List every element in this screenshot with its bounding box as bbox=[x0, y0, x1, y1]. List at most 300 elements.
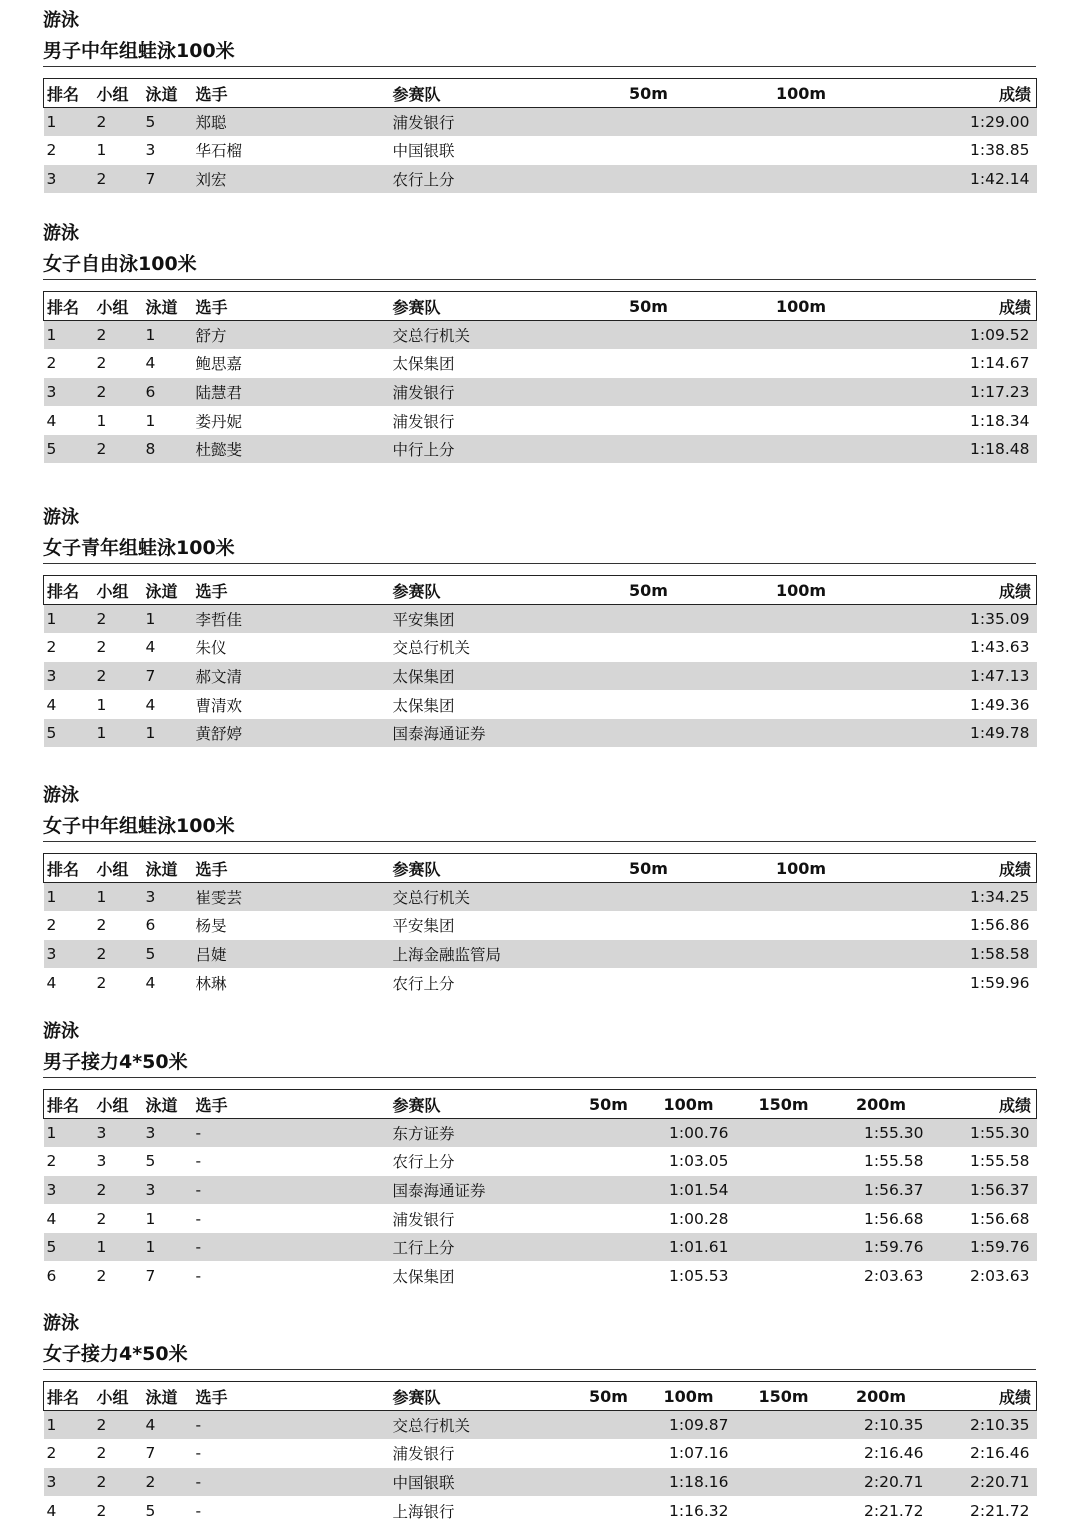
cell-split-50m bbox=[575, 1204, 640, 1233]
sport-title: 游泳 bbox=[43, 10, 79, 31]
sport-title: 游泳 bbox=[43, 1313, 79, 1334]
cell-split-100m bbox=[720, 321, 880, 350]
cell-team: 农行上分 bbox=[392, 1153, 455, 1172]
cell-team: 浦发银行 bbox=[392, 1445, 455, 1464]
column-header-lane: 泳道 bbox=[143, 1090, 193, 1119]
cell-rank: 5 bbox=[44, 1233, 94, 1262]
section-divider bbox=[43, 1077, 1036, 1078]
cell-lane: 1 bbox=[143, 605, 193, 634]
section-divider bbox=[43, 841, 1036, 842]
cell-group: 1 bbox=[96, 411, 107, 430]
cell-split-50m bbox=[575, 605, 720, 634]
cell-rank: 3 bbox=[44, 165, 94, 194]
cell-team: 农行上分 bbox=[392, 974, 455, 993]
cell-result: 1:56.37 bbox=[930, 1176, 1037, 1205]
table-row bbox=[44, 435, 1037, 464]
table-row bbox=[44, 378, 1037, 407]
cell-result: 2:10.35 bbox=[930, 1411, 1037, 1440]
cell-lane: 1 bbox=[145, 411, 156, 430]
cell-team: 浦发银行 bbox=[390, 378, 575, 407]
cell-lane: 7 bbox=[143, 165, 193, 194]
cell-rank: 1 bbox=[44, 1119, 94, 1148]
cell-athlete: 杨旻 bbox=[195, 917, 227, 936]
table-row bbox=[44, 349, 1037, 378]
column-header-team: 参赛队 bbox=[390, 1382, 575, 1411]
cell-rank: 2 bbox=[46, 354, 57, 373]
cell-team: 国泰海通证券 bbox=[390, 719, 575, 748]
cell-result: 1:56.86 bbox=[970, 916, 1030, 935]
cell-split-150m bbox=[735, 1147, 830, 1176]
table-row bbox=[44, 321, 1037, 350]
column-header-rank: 排名 bbox=[44, 79, 94, 108]
cell-lane: 2 bbox=[143, 1468, 193, 1497]
cell-team: 上海金融监管局 bbox=[390, 940, 575, 969]
cell-rank: 3 bbox=[44, 940, 94, 969]
cell-lane: 3 bbox=[143, 1119, 193, 1148]
table-row bbox=[44, 605, 1037, 634]
column-header-group: 小组 bbox=[94, 854, 143, 883]
cell-athlete: 鲍思嘉 bbox=[195, 355, 243, 374]
cell-rank: 5 bbox=[44, 719, 94, 748]
cell-split-100m bbox=[720, 690, 880, 719]
cell-group: 3 bbox=[96, 1152, 107, 1171]
cell-split-50m bbox=[575, 378, 720, 407]
cell-athlete: 李哲佳 bbox=[193, 605, 390, 634]
results-table bbox=[43, 575, 1037, 747]
cell-split-100m: 1:01.54 bbox=[640, 1176, 735, 1205]
cell-team: 浦发银行 bbox=[392, 1210, 455, 1229]
cell-split-200m: 1:56.37 bbox=[830, 1176, 930, 1205]
column-header-split-50m: 50m bbox=[575, 854, 720, 883]
table-row bbox=[44, 690, 1037, 719]
cell-split-50m bbox=[575, 321, 720, 350]
column-header-result: 成绩 bbox=[930, 1382, 1037, 1411]
cell-rank: 2 bbox=[46, 1444, 57, 1463]
cell-team: 交总行机关 bbox=[390, 1411, 575, 1440]
section-divider bbox=[43, 66, 1036, 67]
column-header-split-100m: 100m bbox=[640, 1090, 735, 1119]
cell-rank: 4 bbox=[46, 695, 57, 714]
cell-rank: 1 bbox=[44, 1411, 94, 1440]
table-row bbox=[44, 1147, 1037, 1176]
cell-result: 1:55.58 bbox=[970, 1152, 1030, 1171]
result-section bbox=[43, 1313, 1036, 1525]
section-divider bbox=[43, 279, 1036, 280]
column-header-split-100m: 100m bbox=[720, 292, 880, 321]
column-header-split-150m: 150m bbox=[735, 1382, 830, 1411]
results-table bbox=[43, 78, 1037, 193]
results-table bbox=[43, 853, 1037, 997]
sport-title: 游泳 bbox=[43, 507, 79, 528]
cell-athlete: - bbox=[193, 1233, 390, 1262]
cell-athlete: - bbox=[193, 1176, 390, 1205]
cell-lane: 3 bbox=[143, 883, 193, 912]
table-row bbox=[44, 1439, 1037, 1468]
column-header-split-50m: 50m bbox=[575, 1382, 640, 1411]
cell-rank: 3 bbox=[44, 1468, 94, 1497]
column-header-result: 成绩 bbox=[880, 79, 1037, 108]
cell-result: 2:03.63 bbox=[970, 1266, 1030, 1285]
cell-split-150m bbox=[735, 1176, 830, 1205]
cell-split-50m bbox=[575, 349, 720, 378]
event-title: 男子中年组蛙泳100米 bbox=[43, 40, 235, 62]
results-table bbox=[43, 291, 1037, 463]
results-table bbox=[43, 1381, 1037, 1525]
cell-team: 中国银联 bbox=[392, 142, 455, 161]
cell-athlete: 刘宏 bbox=[193, 165, 390, 194]
cell-result: 1:29.00 bbox=[880, 108, 1037, 137]
cell-result: 1:56.68 bbox=[970, 1209, 1030, 1228]
cell-lane: 1 bbox=[143, 719, 193, 748]
cell-group: 2 bbox=[94, 1176, 143, 1205]
cell-group: 2 bbox=[94, 1411, 143, 1440]
cell-team: 交总行机关 bbox=[390, 321, 575, 350]
cell-split-100m bbox=[720, 968, 880, 997]
cell-team: 东方证券 bbox=[390, 1119, 575, 1148]
cell-split-100m: 1:05.53 bbox=[669, 1266, 729, 1285]
cell-rank: 1 bbox=[44, 605, 94, 634]
result-section bbox=[43, 785, 1036, 997]
cell-team: 太保集团 bbox=[392, 1267, 455, 1286]
cell-split-150m bbox=[735, 1411, 830, 1440]
cell-athlete: 黄舒婷 bbox=[193, 719, 390, 748]
cell-lane: 1 bbox=[143, 321, 193, 350]
cell-group: 2 bbox=[94, 321, 143, 350]
cell-split-50m bbox=[575, 662, 720, 691]
cell-split-200m: 1:56.68 bbox=[864, 1209, 924, 1228]
cell-lane: 6 bbox=[143, 378, 193, 407]
cell-team: 国泰海通证券 bbox=[390, 1176, 575, 1205]
column-header-split-100m: 100m bbox=[720, 576, 880, 605]
cell-split-50m bbox=[575, 406, 720, 435]
cell-lane: 1 bbox=[145, 1209, 156, 1228]
column-header-split-200m: 200m bbox=[830, 1382, 930, 1411]
cell-rank: 2 bbox=[46, 141, 57, 160]
table-header-row bbox=[44, 1382, 1037, 1411]
cell-split-100m: 1:16.32 bbox=[669, 1501, 729, 1520]
cell-group: 3 bbox=[94, 1119, 143, 1148]
cell-split-50m bbox=[575, 1147, 640, 1176]
table-row bbox=[44, 1204, 1037, 1233]
cell-rank: 3 bbox=[44, 662, 94, 691]
cell-athlete: 郑聪 bbox=[193, 108, 390, 137]
cell-rank: 2 bbox=[46, 1152, 57, 1171]
section-divider bbox=[43, 563, 1036, 564]
cell-split-100m bbox=[720, 349, 880, 378]
cell-result: 1:43.63 bbox=[970, 638, 1030, 657]
cell-lane: 4 bbox=[145, 695, 156, 714]
column-header-athlete: 选手 bbox=[193, 576, 390, 605]
cell-split-100m bbox=[720, 406, 880, 435]
column-header-split-50m: 50m bbox=[575, 292, 720, 321]
column-header-split-50m: 50m bbox=[575, 79, 720, 108]
table-row bbox=[44, 406, 1037, 435]
cell-rank: 4 bbox=[46, 1209, 57, 1228]
table-row bbox=[44, 662, 1037, 691]
table-row bbox=[44, 883, 1037, 912]
cell-lane: 4 bbox=[143, 1411, 193, 1440]
column-header-split-50m: 50m bbox=[575, 576, 720, 605]
cell-lane: 5 bbox=[145, 1501, 156, 1520]
cell-rank: 1 bbox=[44, 108, 94, 137]
cell-team: 交总行机关 bbox=[390, 883, 575, 912]
event-title: 女子接力4*50米 bbox=[43, 1343, 188, 1365]
cell-group: 1 bbox=[96, 695, 107, 714]
cell-rank: 4 bbox=[46, 1501, 57, 1520]
cell-athlete: - bbox=[195, 1209, 202, 1228]
cell-result: 1:42.14 bbox=[880, 165, 1037, 194]
column-header-athlete: 选手 bbox=[193, 854, 390, 883]
column-header-group: 小组 bbox=[94, 79, 143, 108]
table-row bbox=[44, 108, 1037, 137]
cell-group: 1 bbox=[96, 141, 107, 160]
cell-result: 1:49.36 bbox=[970, 695, 1030, 714]
cell-team: 工行上分 bbox=[390, 1233, 575, 1262]
cell-rank: 4 bbox=[46, 411, 57, 430]
cell-split-150m bbox=[735, 1261, 830, 1290]
sport-title: 游泳 bbox=[43, 223, 79, 244]
cell-split-50m bbox=[575, 1468, 640, 1497]
column-header-team: 参赛队 bbox=[390, 854, 575, 883]
result-section bbox=[43, 10, 1036, 193]
cell-split-100m: 1:18.16 bbox=[640, 1468, 735, 1497]
column-header-rank: 排名 bbox=[44, 854, 94, 883]
cell-split-50m bbox=[575, 911, 720, 940]
table-row bbox=[44, 136, 1037, 165]
column-header-lane: 泳道 bbox=[143, 292, 193, 321]
sport-title: 游泳 bbox=[43, 785, 79, 806]
cell-split-200m: 2:21.72 bbox=[864, 1501, 924, 1520]
cell-split-50m bbox=[575, 883, 720, 912]
cell-athlete: 娄丹妮 bbox=[195, 412, 243, 431]
cell-split-150m bbox=[735, 1119, 830, 1148]
cell-lane: 5 bbox=[143, 108, 193, 137]
event-title: 男子接力4*50米 bbox=[43, 1051, 188, 1073]
cell-lane: 6 bbox=[145, 916, 156, 935]
cell-split-50m bbox=[575, 719, 720, 748]
table-row bbox=[44, 1176, 1037, 1205]
column-header-team: 参赛队 bbox=[390, 79, 575, 108]
cell-rank: 6 bbox=[46, 1266, 57, 1285]
result-section bbox=[43, 1021, 1036, 1290]
cell-group: 2 bbox=[96, 1209, 107, 1228]
cell-rank: 2 bbox=[46, 638, 57, 657]
cell-split-200m: 1:55.58 bbox=[864, 1152, 924, 1171]
cell-split-150m bbox=[735, 1496, 830, 1525]
table-row bbox=[44, 1233, 1037, 1262]
table-row bbox=[44, 633, 1037, 662]
cell-split-100m: 1:01.61 bbox=[640, 1233, 735, 1262]
cell-split-200m: 1:55.30 bbox=[830, 1119, 930, 1148]
table-row bbox=[44, 1119, 1037, 1148]
column-header-rank: 排名 bbox=[44, 292, 94, 321]
cell-split-200m: 2:20.71 bbox=[830, 1468, 930, 1497]
cell-rank: 4 bbox=[46, 973, 57, 992]
column-header-athlete: 选手 bbox=[193, 1382, 390, 1411]
cell-lane: 4 bbox=[145, 638, 156, 657]
column-header-result: 成绩 bbox=[930, 1090, 1037, 1119]
cell-split-50m bbox=[575, 968, 720, 997]
cell-split-100m: 1:00.76 bbox=[640, 1119, 735, 1148]
cell-split-100m: 1:09.87 bbox=[640, 1411, 735, 1440]
cell-group: 2 bbox=[96, 1444, 107, 1463]
cell-group: 1 bbox=[94, 1233, 143, 1262]
cell-split-50m bbox=[575, 1261, 640, 1290]
cell-split-100m bbox=[720, 911, 880, 940]
column-header-group: 小组 bbox=[94, 1090, 143, 1119]
cell-team: 太保集团 bbox=[392, 696, 455, 715]
table-row bbox=[44, 1468, 1037, 1497]
cell-result: 1:35.09 bbox=[880, 605, 1037, 634]
column-header-athlete: 选手 bbox=[193, 292, 390, 321]
cell-split-150m bbox=[735, 1233, 830, 1262]
cell-split-50m bbox=[575, 1119, 640, 1148]
table-header-row bbox=[44, 576, 1037, 605]
cell-athlete: 朱仪 bbox=[195, 639, 227, 658]
table-row bbox=[44, 911, 1037, 940]
result-section bbox=[43, 223, 1036, 463]
cell-lane: 7 bbox=[145, 1266, 156, 1285]
event-title: 女子青年组蛙泳100米 bbox=[43, 537, 235, 559]
cell-athlete: 曹清欢 bbox=[195, 696, 243, 715]
column-header-split-200m: 200m bbox=[830, 1090, 930, 1119]
cell-group: 2 bbox=[96, 1266, 107, 1285]
cell-split-200m: 2:03.63 bbox=[864, 1266, 924, 1285]
cell-team: 中行上分 bbox=[390, 435, 575, 464]
column-header-split-100m: 100m bbox=[720, 854, 880, 883]
column-header-rank: 排名 bbox=[44, 1090, 94, 1119]
column-header-rank: 排名 bbox=[44, 576, 94, 605]
cell-result: 1:18.48 bbox=[880, 435, 1037, 464]
cell-athlete: 吕婕 bbox=[193, 940, 390, 969]
column-header-lane: 泳道 bbox=[143, 1382, 193, 1411]
cell-split-50m bbox=[575, 1496, 640, 1525]
cell-split-50m bbox=[575, 633, 720, 662]
cell-athlete: - bbox=[195, 1501, 202, 1520]
cell-team: 平安集团 bbox=[390, 605, 575, 634]
cell-team: 农行上分 bbox=[390, 165, 575, 194]
column-header-team: 参赛队 bbox=[390, 1090, 575, 1119]
cell-split-200m: 2:10.35 bbox=[830, 1411, 930, 1440]
cell-group: 2 bbox=[96, 916, 107, 935]
cell-split-50m bbox=[575, 1439, 640, 1468]
cell-split-50m bbox=[575, 108, 720, 137]
cell-split-100m bbox=[720, 165, 880, 194]
table-row bbox=[44, 968, 1037, 997]
cell-split-50m bbox=[575, 1411, 640, 1440]
cell-group: 1 bbox=[94, 883, 143, 912]
table-header-row bbox=[44, 79, 1037, 108]
column-header-group: 小组 bbox=[94, 1382, 143, 1411]
column-header-result: 成绩 bbox=[880, 854, 1037, 883]
cell-split-100m bbox=[720, 108, 880, 137]
cell-split-200m: 2:16.46 bbox=[864, 1444, 924, 1463]
cell-split-100m: 1:07.16 bbox=[669, 1444, 729, 1463]
cell-split-100m bbox=[720, 940, 880, 969]
results-table bbox=[43, 1089, 1037, 1290]
cell-athlete: 陆慧君 bbox=[193, 378, 390, 407]
cell-split-50m bbox=[575, 1233, 640, 1262]
cell-lane: 4 bbox=[145, 973, 156, 992]
cell-group: 2 bbox=[96, 354, 107, 373]
cell-athlete: - bbox=[195, 1266, 202, 1285]
cell-lane: 3 bbox=[143, 1176, 193, 1205]
column-header-rank: 排名 bbox=[44, 1382, 94, 1411]
cell-group: 2 bbox=[94, 435, 143, 464]
event-title: 女子中年组蛙泳100米 bbox=[43, 815, 235, 837]
cell-split-100m bbox=[720, 883, 880, 912]
cell-athlete: 林琳 bbox=[195, 974, 227, 993]
cell-split-50m bbox=[575, 435, 720, 464]
cell-split-100m bbox=[720, 633, 880, 662]
cell-lane: 5 bbox=[145, 1152, 156, 1171]
cell-athlete: 舒方 bbox=[193, 321, 390, 350]
cell-split-100m bbox=[720, 435, 880, 464]
cell-result: 1:38.85 bbox=[970, 141, 1030, 160]
cell-team: 上海银行 bbox=[392, 1502, 455, 1521]
column-header-group: 小组 bbox=[94, 292, 143, 321]
cell-lane: 4 bbox=[145, 354, 156, 373]
result-section bbox=[43, 507, 1036, 747]
cell-athlete: - bbox=[195, 1444, 202, 1463]
cell-split-150m bbox=[735, 1468, 830, 1497]
cell-split-50m bbox=[575, 165, 720, 194]
cell-result: 2:21.72 bbox=[970, 1501, 1030, 1520]
cell-athlete: - bbox=[193, 1411, 390, 1440]
cell-rank: 3 bbox=[44, 378, 94, 407]
cell-lane: 1 bbox=[143, 1233, 193, 1262]
cell-team: 浦发银行 bbox=[390, 108, 575, 137]
cell-rank: 1 bbox=[44, 321, 94, 350]
cell-group: 2 bbox=[96, 973, 107, 992]
column-header-result: 成绩 bbox=[880, 292, 1037, 321]
column-header-team: 参赛队 bbox=[390, 292, 575, 321]
cell-lane: 7 bbox=[143, 662, 193, 691]
cell-group: 2 bbox=[96, 1501, 107, 1520]
cell-team: 浦发银行 bbox=[392, 412, 455, 431]
section-divider bbox=[43, 1369, 1036, 1370]
cell-group: 2 bbox=[96, 638, 107, 657]
table-header-row bbox=[44, 854, 1037, 883]
cell-split-100m bbox=[720, 662, 880, 691]
column-header-split-100m: 100m bbox=[640, 1382, 735, 1411]
cell-result: 1:18.34 bbox=[970, 411, 1030, 430]
column-header-lane: 泳道 bbox=[143, 854, 193, 883]
cell-rank: 1 bbox=[44, 883, 94, 912]
cell-group: 2 bbox=[94, 662, 143, 691]
cell-split-100m bbox=[720, 136, 880, 165]
cell-lane: 7 bbox=[145, 1444, 156, 1463]
column-header-lane: 泳道 bbox=[143, 79, 193, 108]
cell-team: 中国银联 bbox=[390, 1468, 575, 1497]
cell-group: 2 bbox=[94, 165, 143, 194]
cell-split-150m bbox=[735, 1439, 830, 1468]
cell-team: 太保集团 bbox=[392, 355, 455, 374]
table-header-row bbox=[44, 292, 1037, 321]
cell-rank: 2 bbox=[46, 916, 57, 935]
cell-athlete: 郝文清 bbox=[193, 662, 390, 691]
table-row bbox=[44, 1411, 1037, 1440]
column-header-lane: 泳道 bbox=[143, 576, 193, 605]
cell-athlete: 杜懿斐 bbox=[193, 435, 390, 464]
column-header-result: 成绩 bbox=[880, 576, 1037, 605]
cell-split-100m: 1:00.28 bbox=[669, 1209, 729, 1228]
column-header-athlete: 选手 bbox=[193, 1090, 390, 1119]
cell-athlete: 崔雯芸 bbox=[193, 883, 390, 912]
column-header-team: 参赛队 bbox=[390, 576, 575, 605]
cell-result: 1:09.52 bbox=[880, 321, 1037, 350]
cell-group: 2 bbox=[94, 1468, 143, 1497]
